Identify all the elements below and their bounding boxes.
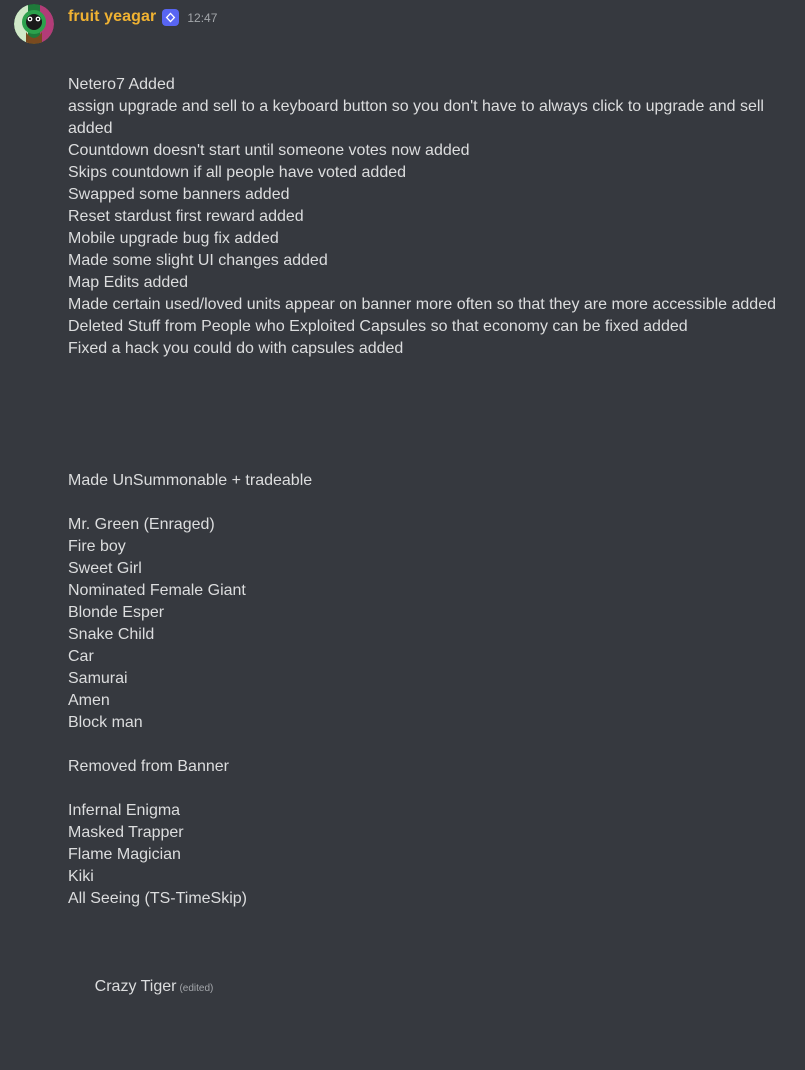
- message-line: Flame Magician: [68, 846, 181, 863]
- message-line: Infernal Enigma: [68, 802, 181, 819]
- message-line: Netero7 Added: [68, 76, 175, 93]
- message-body: [68, 30, 793, 1066]
- message-line: Map Edits added: [68, 274, 189, 291]
- message-line: Sweet Girl: [68, 560, 142, 577]
- message-line: Skips countdown if all people have voted added: [68, 164, 407, 181]
- message-timestamp: 12:47: [187, 11, 218, 25]
- message-last-line: [68, 954, 793, 1022]
- message-line: Block man: [68, 714, 143, 731]
- message-line: Amen: [68, 692, 110, 709]
- message-line: [68, 492, 793, 514]
- message-line: Removed from Banner: [68, 758, 229, 775]
- message-line: [68, 426, 793, 448]
- message-line: [68, 404, 793, 426]
- message-line: [68, 360, 793, 382]
- message-line: Made some slight UI changes added: [68, 252, 328, 269]
- edited-label: (edited): [179, 983, 214, 994]
- message-line: Fire boy: [68, 538, 126, 555]
- message-line: [68, 448, 793, 470]
- message-line: Masked Trapper: [68, 824, 184, 841]
- message-line: [68, 778, 793, 800]
- message-line: Countdown doesn't start until someone votes now added: [68, 142, 470, 159]
- message-line: Blonde Esper: [68, 604, 165, 621]
- last-line-text: Crazy Tiger: [94, 978, 177, 995]
- message-line: Nominated Female Giant: [68, 582, 246, 599]
- avatar[interactable]: [14, 4, 54, 44]
- message-author[interactable]: fruit yeagar: [68, 8, 157, 25]
- message-header: [68, 6, 793, 28]
- message-line: Mr. Green (Enraged): [68, 516, 215, 533]
- message-line: [68, 382, 793, 404]
- boost-badge-icon[interactable]: [162, 9, 179, 26]
- message-line: Fixed a hack you could do with capsules added: [68, 340, 404, 357]
- message-line: Snake Child: [68, 626, 155, 643]
- message-line: Reset stardust first reward added: [68, 208, 304, 225]
- message-line: [68, 734, 793, 756]
- message-line: Samurai: [68, 670, 128, 687]
- message-line: Made certain used/loved units appear on banner more often so that they are more accessible added: [68, 296, 776, 313]
- message-line: Mobile upgrade bug fix added: [68, 230, 279, 247]
- message-line: All Seeing (TS-TimeSkip): [68, 890, 248, 907]
- message-line: assign upgrade and sell to a keyboard button so you don't have to always click to upgrade and sell added: [68, 98, 769, 137]
- message-lines: [68, 74, 793, 910]
- message-line: Kiki: [68, 868, 94, 885]
- message-line: Deleted Stuff from People who Exploited Capsules so that economy can be fixed added: [68, 318, 688, 335]
- message-line: Made UnSummonable + tradeable: [68, 472, 313, 489]
- message-line: Car: [68, 648, 94, 665]
- message-line: Swapped some banners added: [68, 186, 290, 203]
